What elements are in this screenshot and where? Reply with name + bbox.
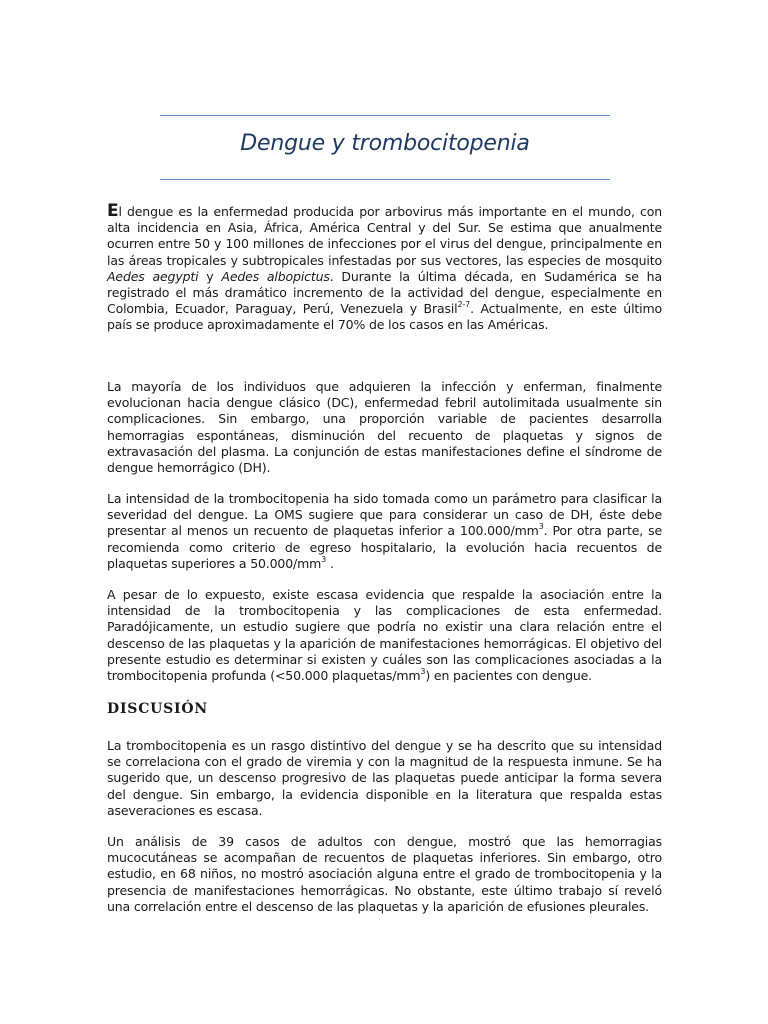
- paragraph-2: La mayoría de los individuos que adquieren la infección y enferman, finalmente evolucionan hacia dengue clásico (DC), enfermedad febril autolimitada usualmente sin complicaciones. Sin embargo, una proporción variable de pacientes desarrolla hemorragias espontáneas, disminución del recuento de plaquetas y signos de extravasación del plasma. La conjunción de estas manifestaciones define el síndrome de dengue hemorrágico (DH).: [107, 379, 662, 476]
- superscript-2: 3: [321, 554, 327, 564]
- section-heading: DISCUSIÓN: [107, 701, 209, 717]
- species-name-1: Aedes aegypti: [107, 268, 199, 284]
- species-name-2: Aedes albopictus: [221, 268, 330, 284]
- title-rule-bottom: [160, 179, 610, 180]
- paragraph-intro-text-3: . Durante la última década, en Sudamérica se ha registrado el más dramático incremento de la actividad del dengue, especialmente en Colombia, Ecuador, Paraguay, Perú, Venezuela y Brasil: [107, 268, 662, 317]
- superscript-1: 3: [538, 522, 544, 532]
- paragraph-4-text-1: A pesar de lo expuesto, existe escasa evidencia que respalde la asociación entre la intensidad de la trombocitopenia y las complicaciones de esta enfermedad. Paradójicamente, un estudio sugiere que podría no existir una clara relación entre el descenso de las plaquetas y la aparición de manifestaciones hemorrágicas. El objetivo del presente estudio es determinar si existen y cuáles son las complicaciones asociadas a la trombocitopenia profunda (<50.000 plaquetas/mm: [107, 587, 662, 684]
- paragraph-4-text-2: ) en pacientes con dengue.: [425, 668, 593, 684]
- paragraph-intro: [107, 201, 662, 334]
- paragraph-6: Un análisis de 39 casos de adultos con dengue, mostró que las hemorragias mucocutáneas se acompañan de recuentos de plaquetas inferiores. Sin embargo, otro estudio, en 68 niños, no mostró asociación alguna entre el grado de trombocitopenia y la presencia de manifestaciones hemorrágicas. No obstante, este último trabajo sí reveló una correlación entre el descenso de las plaquetas y la aparición de efusiones pleurales.: [107, 834, 662, 914]
- superscript-3: 3: [420, 667, 426, 677]
- paragraph-intro-text-2: y: [198, 268, 222, 284]
- title-rule-top: [160, 115, 610, 116]
- paragraph-intro-text-1: l dengue es la enfermedad producida por arbovirus más importante en el mundo, con alta incidencia en Asia, África, América Central y del Sur. Se estima que anualmente ocurren entre 50 y 100 millones de infecciones por el virus del dengue, principalmente en las áreas tropicales y subtropicales infestadas por sus vectores, las especies de mosquito: [107, 204, 662, 268]
- paragraph-5: La trombocitopenia es un rasgo distintivo del dengue y se ha descrito que su intensidad se correlaciona con el grado de viremia y con la magnitud de la respuesta inmune. Se ha sugerido que, un descenso progresivo de las plaquetas puede anticipar la forma severa del dengue. Sin embargo, la evidencia disponible en la literatura que respalda estas aseveraciones es escasa.: [107, 738, 662, 818]
- paragraph-3-text-1: La intensidad de la trombocitopenia ha sido tomada como un parámetro para clasificar la severidad del dengue. La OMS sugiere que para considerar un caso de DH, éste debe presentar al menos un recuento de plaquetas inferior a 100.000/mm: [107, 491, 662, 539]
- citation-ref: 2-7: [457, 300, 471, 310]
- document-title: Dengue y trombocitopenia: [240, 131, 530, 156]
- paragraph-intro-text-4: . Actualmente, en este último país se produce aproximadamente el 70% de los casos en las Américas.: [107, 301, 662, 333]
- paragraph-3-text-3: .: [326, 555, 334, 571]
- paragraph-4: [107, 587, 662, 684]
- paragraph-3-text-2: . Por otra parte, se recomienda como criterio de egreso hospitalario, la evolución hacia recuentos de plaquetas superiores a 50.000/mm: [107, 523, 662, 571]
- drop-cap: E: [107, 201, 119, 221]
- paragraph-3: [107, 491, 662, 572]
